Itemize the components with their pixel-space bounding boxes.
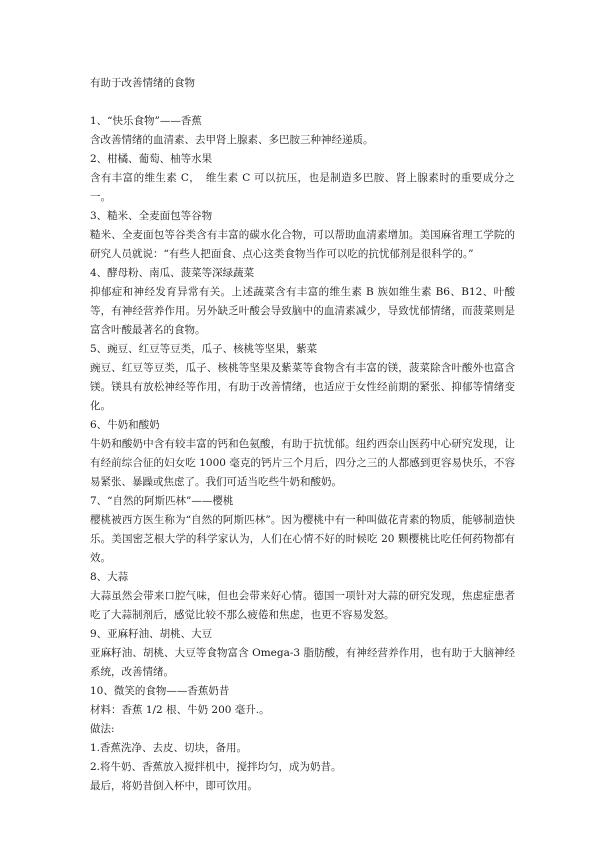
section-heading-4: 4、酵母粉、南瓜、菠菜等深绿蔬菜 xyxy=(90,267,255,279)
section-heading-10: 10、微笑的食物——香蕉奶昔 xyxy=(90,685,230,697)
section-heading-8: 8、大蒜 xyxy=(90,571,129,583)
section-heading-6: 6、牛奶和酸奶 xyxy=(90,419,160,431)
method-step-2: 2.将牛奶、香蕉放入搅拌机中，搅拌均匀，成为奶昔。 xyxy=(90,761,342,773)
method-step-1: 1.香蕉洗净、去皮、切块，备用。 xyxy=(90,742,248,754)
section-body-6: 牛奶和酸奶中含有较丰富的钙和色氨酸，有助于抗忧郁。纽约西奈山医药中心研究发现，让有经前综合征的妇女吃 1000 毫克的钙片三个月后，四分之三的人都感到更容易快乐，不容易紧张、暴躁或焦虑了。我们可适当吃些牛奶和酸奶。 xyxy=(90,438,515,488)
method-label: 做法: xyxy=(90,723,115,735)
section-body-8: 大蒜虽然会带来口腔气味，但也会带来好心情。德国一项针对大蒜的研究发现，焦虑症患者吃了大蒜制剂后，感觉比较不那么疲倦和焦虑，也更不容易发怒。 xyxy=(90,590,515,621)
section-body-1: 含改善情绪的血清素、去甲肾上腺素、多巴胺三种神经递质。 xyxy=(90,134,374,146)
section-body-3: 糙米、全麦面包等谷类含有丰富的碳水化合物，可以帮助血清素增加。美国麻省理工学院的研究人员就说：“有些人把面食、点心这类食物当作可以吃的抗忧郁剂是很科学的。” xyxy=(90,229,515,260)
section-body-4: 抑郁症和神经发育异常有关。上述蔬菜含有丰富的维生素 B 族如维生素 B6、B12、叶酸等，有神经营养作用。另外缺乏叶酸会导致脑中的血清素减少，导致忧郁情绪，而菠菜则是富含叶酸最著名的食物。 xyxy=(90,286,515,336)
section-body-10: 材料：香蕉 1/2 根、牛奶 200 毫升.。 xyxy=(90,704,270,716)
section-heading-3: 3、糙米、全麦面包等谷物 xyxy=(90,210,213,222)
section-heading-5: 5、豌豆、红豆等豆类，瓜子、核桃等坚果，紫菜 xyxy=(90,343,318,355)
section-heading-1: 1、“快乐食物”——香蕉 xyxy=(90,115,202,127)
section-body-7: 樱桃被西方医生称为“自然的阿斯匹林”。因为樱桃中有一种叫做花青素的物质，能够制造快乐。美国密芝根大学的科学家认为，人们在心情不好的时候吃 20 颗樱桃比吃任何药物都有效。 xyxy=(90,514,515,564)
document-title: 有助于改善情绪的食物 xyxy=(90,77,195,89)
document-content xyxy=(90,74,515,796)
section-body-9: 亚麻籽油、胡桃、大豆等食物富含 Omega-3 脂肪酸，有神经营养作用，也有助于大脑神经系统，改善情绪。 xyxy=(90,647,515,678)
section-body-5: 豌豆、红豆等豆类，瓜子、核桃等坚果及紫菜等食物含有丰富的镁，菠菜除含叶酸外也富含镁。镁具有放松神经等作用，有助于改善情绪，也适应于女性经前期的紧张、抑郁等情绪变化。 xyxy=(90,362,515,412)
section-heading-9: 9、亚麻籽油、胡桃、大豆 xyxy=(90,628,213,640)
section-heading-2: 2、柑橘、葡萄、柚等水果 xyxy=(90,153,213,165)
method-step-3: 最后，将奶昔倒入杯中，即可饮用。 xyxy=(90,780,258,792)
section-heading-7: 7、“自然的阿斯匹林”——樱桃 xyxy=(90,495,234,507)
section-body-2: 含有丰富的维生素 C， 维生素 C 可以抗压，也是制造多巴胺、肾上腺素时的重要成分之一。 xyxy=(90,172,515,203)
